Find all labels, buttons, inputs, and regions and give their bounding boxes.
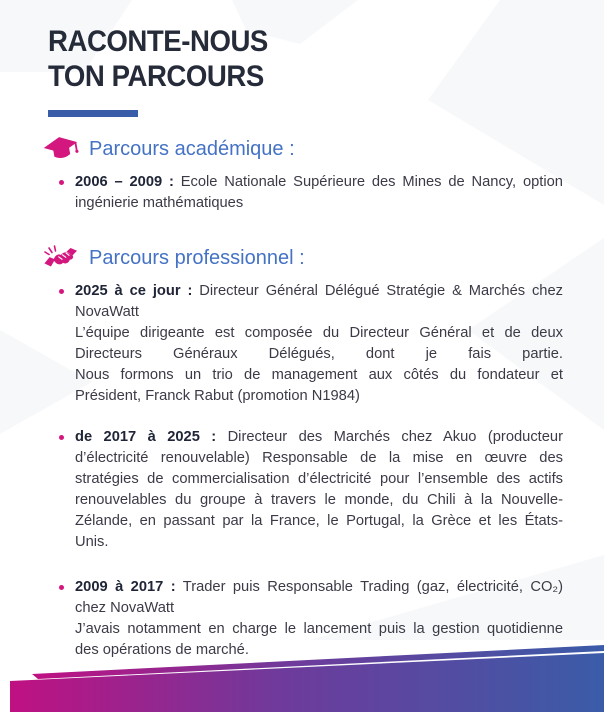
date-range: 2009 à 2017 :	[75, 579, 176, 595]
professionnel-item-2025	[57, 281, 563, 407]
prof-line: des opérations de marché.	[75, 642, 249, 658]
prof-line: Directeurs Généraux Délégués, dont je fais partie.	[75, 346, 563, 362]
section-academic	[42, 134, 570, 214]
prof-line: Nous formons un trio de management aux côtés du fondateur et	[75, 367, 563, 383]
bullet-dot	[59, 585, 64, 590]
academic-item-line: ingénierie mathématiques	[75, 195, 244, 211]
graduation-cap-icon	[42, 135, 80, 163]
prof-line: 2009 à 2017 : Trader puis Responsable Trading (gaz, électricité, CO₂)	[75, 579, 563, 595]
date-range: 2006 – 2009 :	[75, 174, 174, 190]
title-underline	[48, 110, 138, 117]
bullet-dot	[59, 435, 64, 440]
professionnel-item-2017-2025	[57, 427, 563, 553]
prof-line: 2025 à ce jour : Directeur Général Délégué Stratégie & Marchés chez	[75, 283, 563, 299]
page-title-line2: TON PARCOURS	[48, 60, 264, 93]
prof-line: Président, Franck Rabut (promotion N1984)	[75, 388, 360, 404]
bullet-dot	[59, 180, 64, 185]
academic-item-line: 2006 – 2009 : Ecole Nationale Supérieure des Mines de Nancy, option	[75, 174, 563, 190]
professionnel-heading-label: Parcours professionnel :	[89, 247, 305, 269]
prof-line: Zélande, en passant par la France, le Portugal, la Grèce et les États-	[75, 513, 563, 529]
page-title	[48, 24, 268, 94]
bullet-dot	[59, 289, 64, 294]
page-title-line1: RACONTE-NOUS	[48, 25, 268, 58]
prof-line: Unis.	[75, 534, 109, 550]
prof-line: renouvelables du groupe à travers le monde, du Chili à la Nouvelle-	[75, 492, 563, 508]
prof-line: de 2017 à 2025 : Directeur des Marchés chez Akuo (producteur	[75, 429, 563, 445]
academic-heading-row	[42, 134, 570, 164]
prof-line: stratégies de commercialisation d’électricité pour l’ensemble des actifs	[75, 471, 563, 487]
professionnel-item-2009-2017	[57, 577, 563, 661]
prof-line: J’avais notamment en charge le lancement puis la gestion quotidienne	[75, 621, 563, 637]
academic-heading-label: Parcours académique :	[89, 138, 295, 160]
academic-item	[57, 172, 563, 214]
prof-line: NovaWatt	[75, 304, 139, 320]
handshake-icon	[42, 244, 80, 272]
date-range: 2025 à ce jour :	[75, 283, 193, 299]
professionnel-heading-row	[42, 243, 570, 273]
date-range: de 2017 à 2025 :	[75, 429, 217, 445]
prof-line: d’électricité renouvelable) Responsable de la mise en œuvre des	[75, 450, 563, 466]
section-professionnel	[42, 243, 570, 661]
prof-line: L’équipe dirigeante est composée du Directeur Général et de deux	[75, 325, 563, 341]
prof-line: chez NovaWatt	[75, 600, 175, 616]
